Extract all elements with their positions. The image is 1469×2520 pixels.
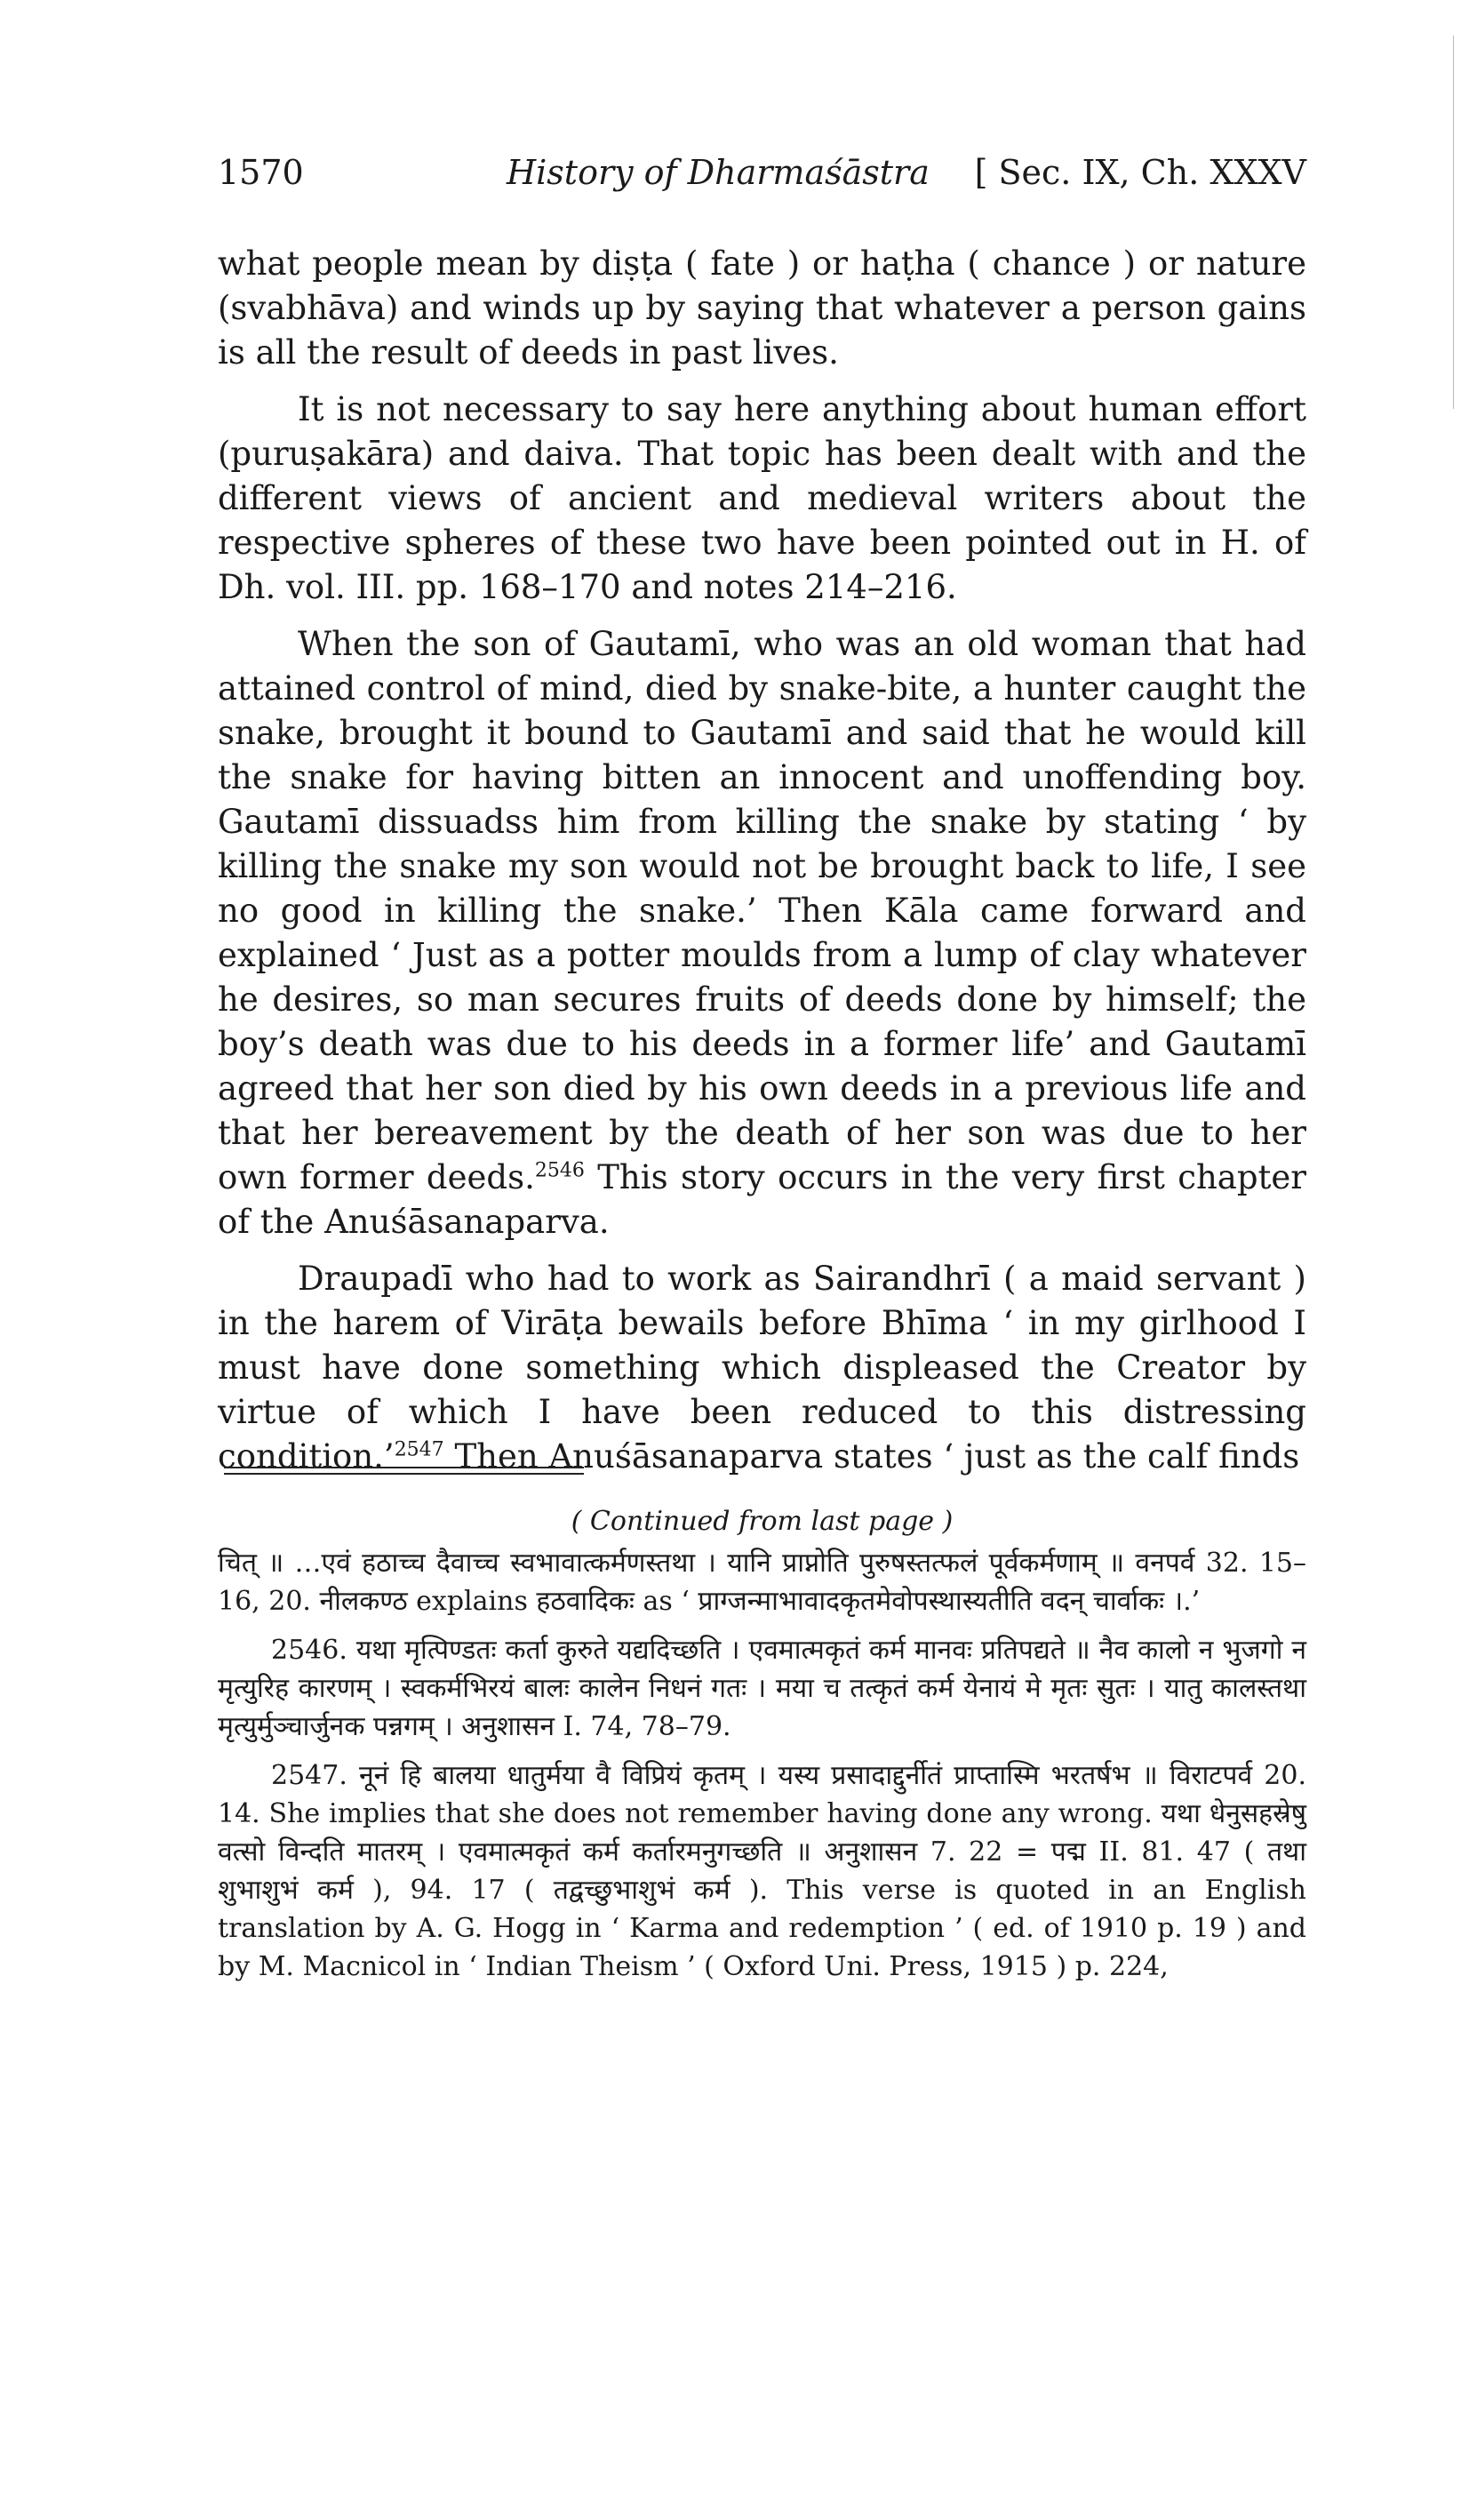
running-header	[218, 153, 1306, 206]
footnotes	[218, 1502, 1306, 1996]
paragraph-4-text: Draupadī who had to work as Sairandhrī ( a maid servant ) in the harem of Virāṭa bewails before Bhīma ‘ in my girlhood I must have done something which displeased the Creator by virtue of which I have been reduced to this distressing condition.’	[218, 1260, 1306, 1476]
continued-footnote: चित् ॥ …एवं हठाच्च दैवाच्च स्वभावात्कर्मणस्तथा । यानि प्राप्नोति पुरुषस्तत्फलं पूर्वकर्मणाम् ॥ वनपर्व 32. 15–16, 20. नीलकण्ठ explains हठवादिकः as ‘ प्राग्जन्माभावादकृतमेवोपस्थास्यतीति वदन् चार्वाकः ।.’	[218, 1548, 1306, 1617]
footnote-2546-number: 2546.	[271, 1635, 347, 1666]
footnote-2547	[218, 1756, 1306, 1986]
section-label: [ Sec. IX, Ch. XXXV	[974, 153, 1306, 192]
footnote-2546	[218, 1631, 1306, 1746]
paragraph-1: what people mean by diṣṭa ( fate ) or haṭha ( chance ) or nature (svabhāva) and winds up by saying that whatever a person gains is all the result of deeds in past lives.	[218, 244, 1306, 372]
footnote-2547-number: 2547.	[271, 1760, 347, 1791]
paragraph-2: It is not necessary to say here anything about human effort (puruṣakāra) and daiva. That topic has been dealt with and the different views of ancient and medieval writers about the respective spheres of these two have been pointed out in H. of Dh. vol. III. pp. 168–170 and notes 214–216.	[218, 390, 1306, 606]
footnote-rule	[224, 1467, 584, 1468]
paragraph-3-tail: This story occurs in the very first chapter of the Anuśāsanaparva.	[218, 1158, 1306, 1241]
paragraph-3-text: When the son of Gautamī, who was an old woman that had attained control of mind, died by snake-bite, a hunter caught the snake, brought it bound to Gautamī and said that he would kill the snake for having bitten an innocent and unoffending boy. Gautamī dissuadss him from killing the snake by stating ‘ by killing the snake my son would not be brought back to life, I see no good in killing the snake.’ Then Kāla came forward and explained ‘ Just as a potter moulds from a lump of clay whatever he desires, so man secures fruits of deeds done by himself; the boy’s death was due to his deeds in a former life’ and Gautamī agreed that her son died by his own deeds in a previous life and that her bereavement by the death of her son was due to her own former deeds.	[218, 625, 1306, 1196]
continued-label: ( Continued from last page )	[571, 1506, 954, 1537]
book-title: History of Dharmaśāstra	[507, 153, 930, 192]
page-number: 1570	[218, 153, 304, 192]
footnote-ref-2547: 2547	[394, 1438, 444, 1461]
paragraph-4-tail: Then Anuśāsanaparva states ‘ just as the calf finds	[454, 1437, 1300, 1476]
main-text	[218, 242, 1306, 1492]
scan-edge-line	[1453, 36, 1454, 409]
footnote-rule-second	[224, 1473, 584, 1475]
footnote-2547-text: नूनं हि बालया धातुर्मया वै विप्रियं कृतम् । यस्य प्रसादाद्दुर्नीतं प्राप्तास्मि भरतर्षभ ॥ विराटपर्व 20. 14. She implies that she does not remember having done any wrong. यथा धेनुसहस्रेषु वत्सो विन्दति मातरम् । एवमात्मकृतं कर्म कर्तारमनुगच्छति ॥ अनुशासन 7. 22 = पद्म II. 81. 47 ( तथा शुभाशुभं कर्म ), 94. 17 ( तद्वच्छुभाशुभं कर्म ). This verse is quoted in an English translation by A. G. Hogg in ‘ Karma and redemption ’ ( ed. of 1910 p. 19 ) and by M. Macnicol in ‘ Indian Theism ’ ( Oxford Uni. Press, 1915 ) p. 224,	[218, 1760, 1306, 1982]
paragraph-4	[218, 1257, 1306, 1479]
footnote-ref-2546: 2546	[534, 1159, 585, 1182]
paragraph-3	[218, 622, 1306, 1244]
footnote-2546-text: यथा मृत्पिण्डतः कर्ता कुरुते यद्यदिच्छति । एवमात्मकृतं कर्म मानवः प्रतिपद्यते ॥ नैव कालो न भुजगो न मृत्युरिह कारणम् । स्वकर्मभिरयं बालः कालेन निधनं गतः । मया च तत्कृतं कर्म येनायं मे मृतः सुतः । यातु कालस्तथा मृत्युर्मुञ्चार्जुनक पन्नगम् । अनुशासन I. 74, 78–79.	[218, 1635, 1306, 1742]
